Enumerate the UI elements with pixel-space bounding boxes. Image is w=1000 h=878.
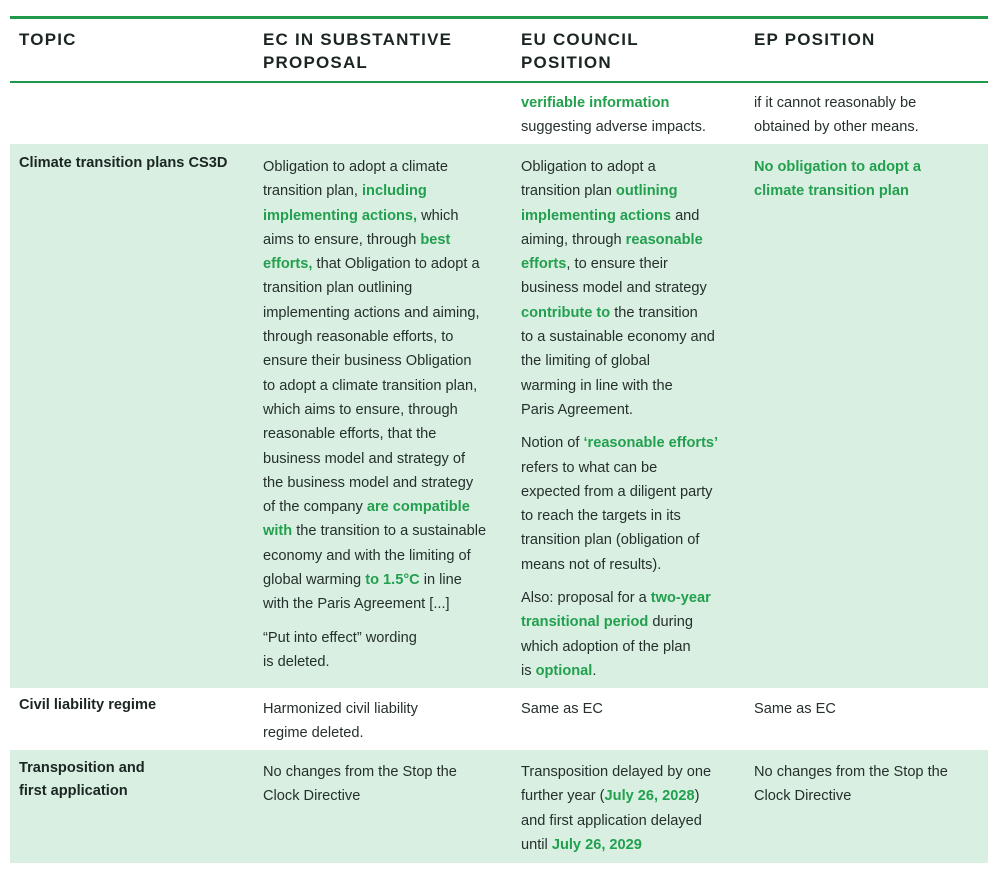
council-highlight: efforts — [521, 256, 567, 273]
ec-text: the transition to a sustainable — [292, 523, 487, 540]
row0-council-highlight: verifiable information — [521, 95, 670, 111]
row1-topic: Climate transition plans CS3D — [19, 155, 228, 171]
council-text: , to ensure their — [566, 256, 668, 273]
row3-topic-line1: Transposition and — [19, 760, 145, 776]
ec-text: economy and with the limiting of — [263, 547, 471, 564]
row0-council-cell — [521, 91, 746, 140]
header-council-line2: POSITION — [521, 53, 612, 72]
ec-highlight: best — [420, 231, 451, 248]
ec-text: aims to ensure, through — [263, 231, 421, 248]
row3-ec-cell — [263, 760, 513, 809]
council-text: aiming, through — [521, 231, 626, 248]
council-text: warming in line with the — [521, 377, 673, 394]
council-highlight: outlining — [615, 183, 678, 200]
row1-ec-cell — [263, 155, 513, 674]
council-text: further year ( — [521, 788, 605, 805]
ec-text: with the Paris Agreement [...] — [263, 596, 450, 613]
ec-text: through reasonable efforts, to — [263, 329, 454, 346]
council-text: Obligation to adopt a — [521, 159, 656, 175]
council-highlight: transitional period — [521, 614, 649, 631]
row1-council-cell — [521, 155, 749, 683]
ec-text: which aims to ensure, through — [263, 401, 458, 418]
ep-highlight: climate transition plan — [754, 183, 909, 200]
ec-highlight: implementing actions, — [263, 207, 418, 224]
header-ec-line2: PROPOSAL — [263, 53, 369, 72]
header-topic — [19, 28, 77, 51]
ec-text: of the company — [263, 499, 367, 516]
ec-highlight: including — [361, 183, 427, 200]
ec-text: transition plan, — [263, 183, 362, 200]
ep-highlight: No obligation to adopt a — [754, 159, 921, 175]
row1-ep-cell — [754, 155, 982, 204]
council-highlight: reasonable — [625, 231, 703, 248]
header-ec-line1: EC IN SUBSTANTIVE — [263, 30, 453, 49]
header-council-line1: EU COUNCIL — [521, 30, 639, 49]
row2-ec-line1: Harmonized civil liability — [263, 701, 418, 717]
council-text: to a sustainable economy and — [521, 329, 715, 346]
council-text: Also: proposal for a — [521, 590, 651, 607]
row2-ec-cell — [263, 697, 513, 746]
council-highlight: ‘reasonable efforts’ — [583, 435, 719, 452]
council-highlight: implementing actions — [521, 207, 672, 224]
ec-text: reasonable efforts, that the — [263, 426, 437, 443]
row0-council-text: suggesting adverse impacts. — [521, 119, 706, 136]
ec-text: transition plan outlining — [263, 280, 413, 297]
ec-text: implementing actions and aiming, — [263, 304, 480, 321]
council-text: to reach the targets in its — [521, 508, 681, 525]
council-text: and — [671, 207, 700, 224]
ec-highlight: efforts, — [263, 256, 313, 273]
council-text: ) — [694, 788, 700, 805]
header-ec — [263, 28, 452, 74]
ec-text: to adopt a climate transition plan, — [263, 377, 478, 394]
council-text: transition plan — [521, 183, 616, 200]
council-text: the transition — [610, 304, 698, 321]
ec-text: the business model and strategy — [263, 474, 474, 491]
ec-text: business model and strategy of — [263, 450, 465, 467]
ec-text: ensure their business Obligation — [263, 353, 472, 370]
row3-topic — [19, 757, 259, 803]
ec-text: that Obligation to adopt a — [312, 256, 480, 273]
council-highlight: July 26, 2028 — [604, 788, 695, 805]
header-ep-label: EP POSITION — [754, 30, 876, 49]
council-highlight: two-year — [650, 590, 711, 607]
row3-council-cell — [521, 760, 749, 857]
row3-ep-line2: Clock Directive — [754, 788, 852, 805]
council-text: the limiting of global — [521, 353, 650, 370]
row0-ep-line1: if it cannot reasonably be — [754, 95, 917, 111]
council-text: is — [521, 662, 536, 679]
council-text: refers to what can be — [521, 459, 658, 476]
table-row-continuation — [10, 86, 988, 144]
header-bottom-rule — [10, 81, 988, 83]
ec-highlight: with — [263, 523, 293, 540]
row3-ec-line1: No changes from the Stop the — [263, 764, 457, 780]
row3-council-line4 — [521, 833, 749, 857]
ec-text: which — [417, 207, 459, 224]
header-topic-label: TOPIC — [19, 30, 77, 49]
council-text: business model and strategy — [521, 280, 707, 297]
council-highlight: contribute to — [521, 304, 611, 321]
row3-council-line3: and first application delayed — [521, 812, 702, 829]
council-text: during — [648, 614, 693, 631]
row3-council-line1: Transposition delayed by one — [521, 764, 712, 780]
council-highlight: optional — [535, 662, 593, 679]
header-ep — [754, 28, 876, 51]
ec-text: is deleted. — [263, 653, 330, 670]
ec-text: global warming — [263, 572, 366, 589]
table-row-civil-liability — [10, 688, 988, 750]
council-highlight: July 26, 2029 — [551, 836, 642, 853]
ec-highlight: are compatible — [366, 499, 470, 516]
council-text: Notion of — [521, 435, 584, 452]
row3-ep-line1: No changes from the Stop the — [754, 764, 948, 780]
ec-text: in line — [419, 572, 462, 589]
ec-text: Obligation to adopt a climate — [263, 159, 448, 175]
row2-ec-line2: regime deleted. — [263, 725, 364, 742]
council-text: means not of results). — [521, 556, 662, 573]
ec-highlight: to 1.5°C — [365, 572, 420, 589]
row3-ec-line2: Clock Directive — [263, 788, 361, 805]
row2-topic: Civil liability regime — [19, 697, 157, 713]
row0-ep-line2: obtained by other means. — [754, 119, 919, 136]
ec-text: “Put into effect” wording — [263, 629, 417, 646]
council-text: transition plan (obligation of — [521, 532, 700, 549]
council-text: expected from a diligent party — [521, 483, 713, 500]
table-row-transposition — [10, 750, 988, 863]
council-text: until — [521, 836, 552, 853]
table-row-climate-transition — [10, 144, 988, 688]
row3-ep-cell — [754, 760, 982, 809]
row2-ep-cell: Same as EC — [754, 701, 836, 717]
row0-ep-cell — [754, 91, 979, 140]
council-text: . — [592, 662, 597, 679]
row2-council-cell: Same as EC — [521, 701, 603, 717]
council-text: Paris Agreement. — [521, 401, 633, 418]
header-council — [521, 28, 639, 74]
row3-council-line2 — [521, 784, 749, 808]
council-text: which adoption of the plan — [521, 638, 691, 655]
header-top-rule — [10, 16, 988, 19]
row3-topic-line2: first application — [19, 783, 128, 799]
